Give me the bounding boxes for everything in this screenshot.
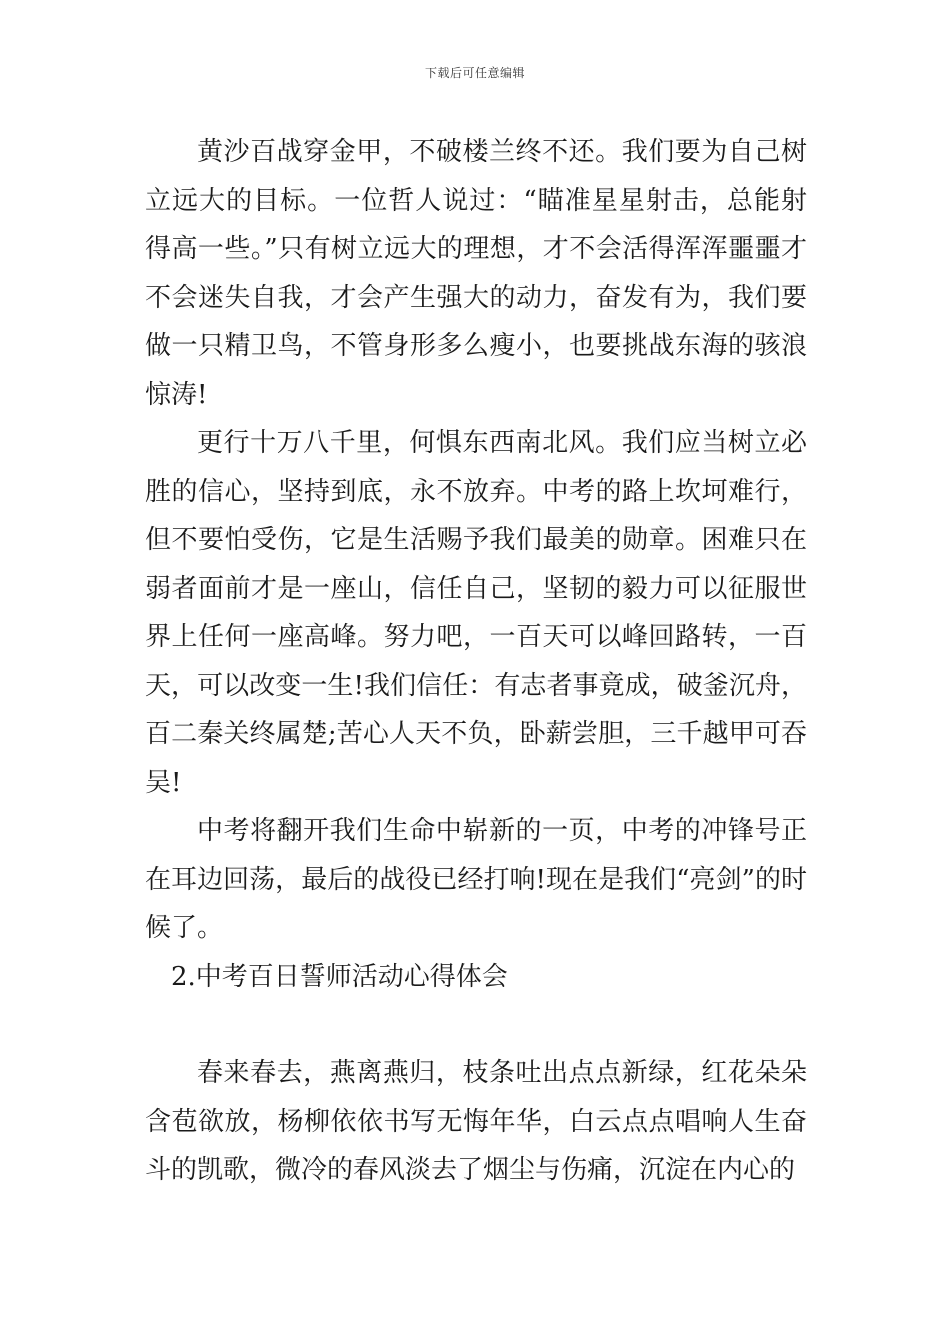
section-heading: 2.中考百日誓师活动心得体会 <box>171 961 508 992</box>
spacer <box>145 1001 807 1049</box>
document-body <box>145 128 807 1195</box>
paragraph-2: 更行十万八千里，何惧东西南北风。我们应当树立必胜的信心，坚持到底，永不放弃。中考的路上坎坷难行，但不要怕受伤，它是生活赐予我们最美的勋章。困难只在弱者面前才是一座山，信任自己，坚韧的毅力可以征服世界上任何一座高峰。努力吧，一百天可以峰回路转，一百天，可以改变一生!我们信任：有志者事竟成，破釜沉舟，百二秦关终属楚;苦心人天不负，卧薪尝胆，三千越甲可吞吴! <box>145 428 807 798</box>
section-paragraph: 春来春去，燕离燕归，枝条吐出点点新绿，红花朵朵含苞欲放，杨柳依依书写无悔年华，白云点点唱响人生奋斗的凯歌，微冷的春风淡去了烟尘与伤痛，沉淀在内心的 <box>145 1058 807 1185</box>
paragraph-1: 黄沙百战穿金甲，不破楼兰终不还。我们要为自己树立远大的目标。一位哲人说过：“瞄准星星射击，总能射得高一些。”只有树立远大的理想，才不会活得浑浑噩噩才不会迷失自我，才会产生强大的动力，奋发有为，我们要做一只精卫鸟，不管身形多么瘦小，也要挑战东海的骇浪惊涛! <box>145 137 807 410</box>
page-header: 下载后可任意编辑 <box>424 66 525 80</box>
paragraph-3: 中考将翻开我们生命中崭新的一页，中考的冲锋号正在耳边回荡，最后的战役已经打响!现在是我们“亮剑”的时候了。 <box>145 816 807 943</box>
